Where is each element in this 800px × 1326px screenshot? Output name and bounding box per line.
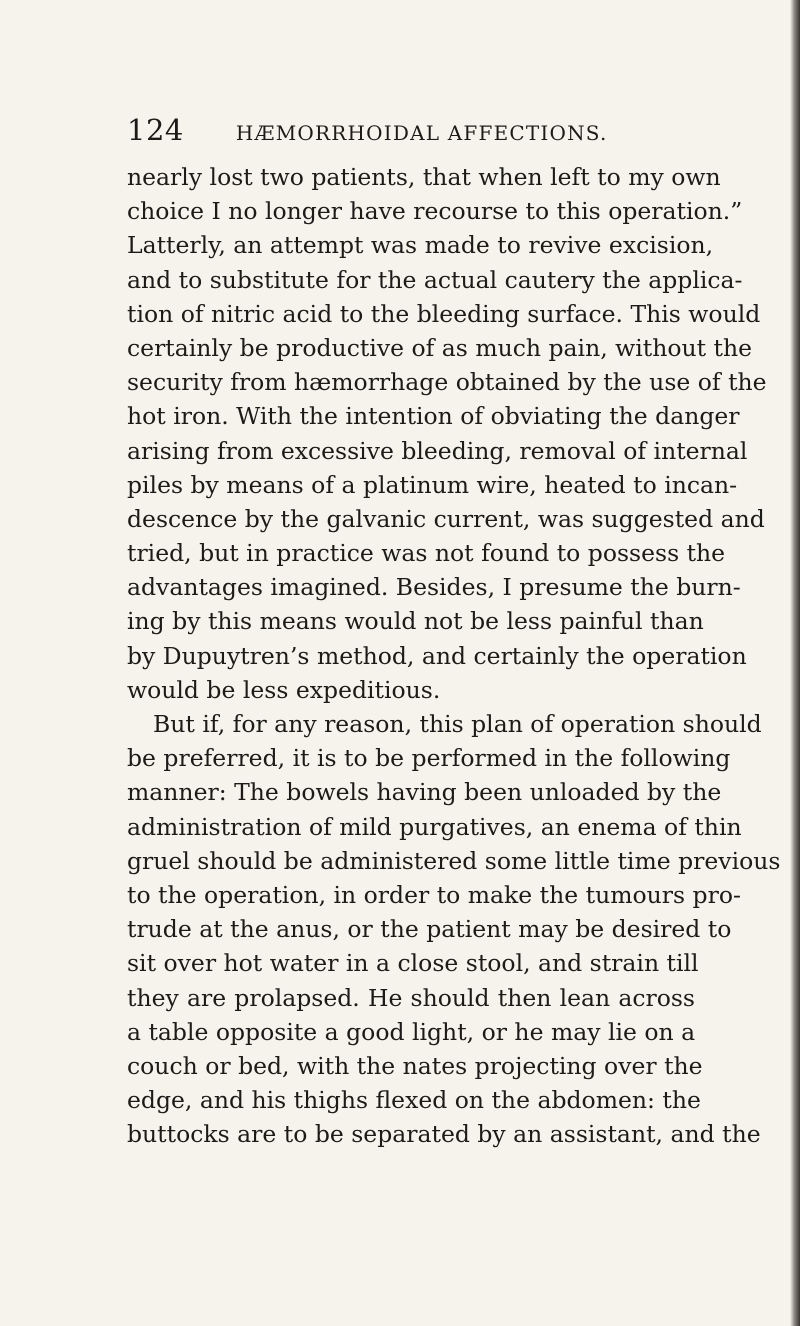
text-line: gruel should be administered some little time previous <box>127 846 781 875</box>
text-line: But if, for any reason, this plan of operation should <box>153 710 762 738</box>
text-line: descence by the galvanic current, was suggested and <box>127 504 765 533</box>
text-line: to the operation, in order to make the tumours pro- <box>127 880 741 909</box>
text-line: buttocks are to be separated by an assistant, and the <box>127 1120 761 1149</box>
text-line: and to substitute for the actual cautery the applica- <box>127 265 743 294</box>
text-line: security from hæmorrhage obtained by the use of the <box>127 368 767 397</box>
text-line: nearly lost two patients, that when left to my own <box>127 163 721 191</box>
page-header <box>127 114 687 146</box>
text-line: couch or bed, with the nates projecting over the <box>127 1051 703 1080</box>
text-line: would be less expeditious. <box>127 675 441 704</box>
text-line: they are prolapsed. He should then lean across <box>127 983 695 1012</box>
text-line: tried, but in practice was not found to possess the <box>127 539 726 568</box>
body-text <box>127 160 781 1151</box>
running-head: HÆMORRHOIDAL AFFECTIONS. <box>235 121 608 145</box>
text-line: manner: The bowels having been unloaded by the <box>127 778 722 807</box>
text-line: arising from excessive bleeding, removal of internal <box>127 436 748 465</box>
text-line: certainly be productive of as much pain, without the <box>127 333 753 362</box>
text-line: choice I no longer have recourse to this operation.” <box>127 197 743 226</box>
text-line: trude at the anus, or the patient may be desired to <box>127 915 732 944</box>
text-line: sit over hot water in a close stool, and strain till <box>127 949 699 978</box>
text-line: be preferred, it is to be performed in the following <box>127 744 731 773</box>
text-line: tion of nitric acid to the bleeding surface. This would <box>127 299 761 328</box>
text-line: advantages imagined. Besides, I presume the burn- <box>127 573 741 602</box>
text-line: piles by means of a platinum wire, heated to incan- <box>127 470 738 499</box>
page-edge-shadow <box>790 0 800 1326</box>
text-line: hot iron. With the intention of obviating the danger <box>127 402 740 431</box>
text-line: by Dupuytren’s method, and certainly the operation <box>127 641 747 670</box>
text-line: a table opposite a good light, or he may lie on a <box>127 1017 696 1046</box>
text-line: Latterly, an attempt was made to revive excision, <box>127 231 714 260</box>
page-number: 124 <box>127 113 184 147</box>
text-line: edge, and his thighs flexed on the abdomen: the <box>127 1086 701 1115</box>
text-line: ing by this means would not be less painful than <box>127 607 704 636</box>
text-line: administration of mild purgatives, an enema of thin <box>127 812 742 841</box>
